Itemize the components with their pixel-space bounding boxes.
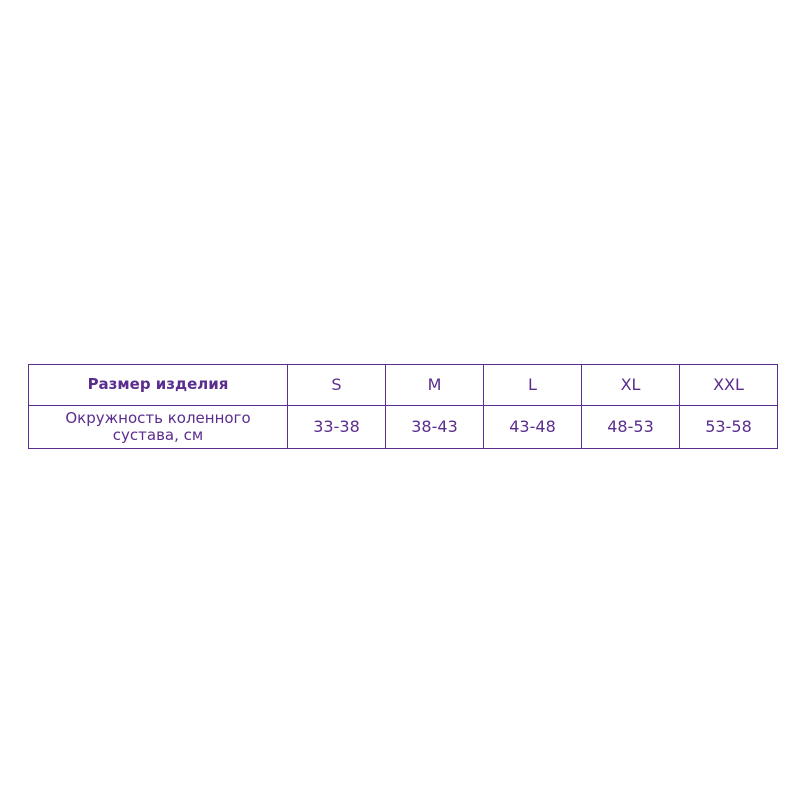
data-value-cell-m <box>386 406 484 449</box>
header-size-cell-xl <box>582 365 680 406</box>
header-size-text-l: L <box>528 374 537 394</box>
header-size-cell-xxl <box>680 365 778 406</box>
table-row-header <box>29 365 778 406</box>
data-value-text-xl: 48-53 <box>607 416 654 436</box>
data-value-cell-xl <box>582 406 680 449</box>
data-value-cell-s <box>288 406 386 449</box>
header-size-text-xl: XL <box>620 374 641 394</box>
header-size-cell-s <box>288 365 386 406</box>
table-row-data <box>29 406 778 449</box>
header-size-text-m: M <box>427 374 442 394</box>
data-value-cell-l <box>484 406 582 449</box>
data-value-text-m: 38-43 <box>411 416 458 436</box>
header-label-text: Размер изделия <box>87 375 229 394</box>
data-label-text: Окружность коленного сустава, см <box>65 408 251 444</box>
size-chart-table <box>28 364 778 449</box>
data-label-cell <box>29 406 288 449</box>
header-size-cell-l <box>484 365 582 406</box>
data-value-cell-xxl <box>680 406 778 449</box>
header-label-cell <box>29 365 288 406</box>
data-value-text-s: 33-38 <box>313 416 360 436</box>
header-size-cell-m <box>386 365 484 406</box>
header-size-text-xxl: XXL <box>713 374 744 394</box>
size-chart-container <box>28 364 772 449</box>
header-size-text-s: S <box>331 374 342 394</box>
data-value-text-xxl: 53-58 <box>705 416 752 436</box>
data-value-text-l: 43-48 <box>509 416 556 436</box>
